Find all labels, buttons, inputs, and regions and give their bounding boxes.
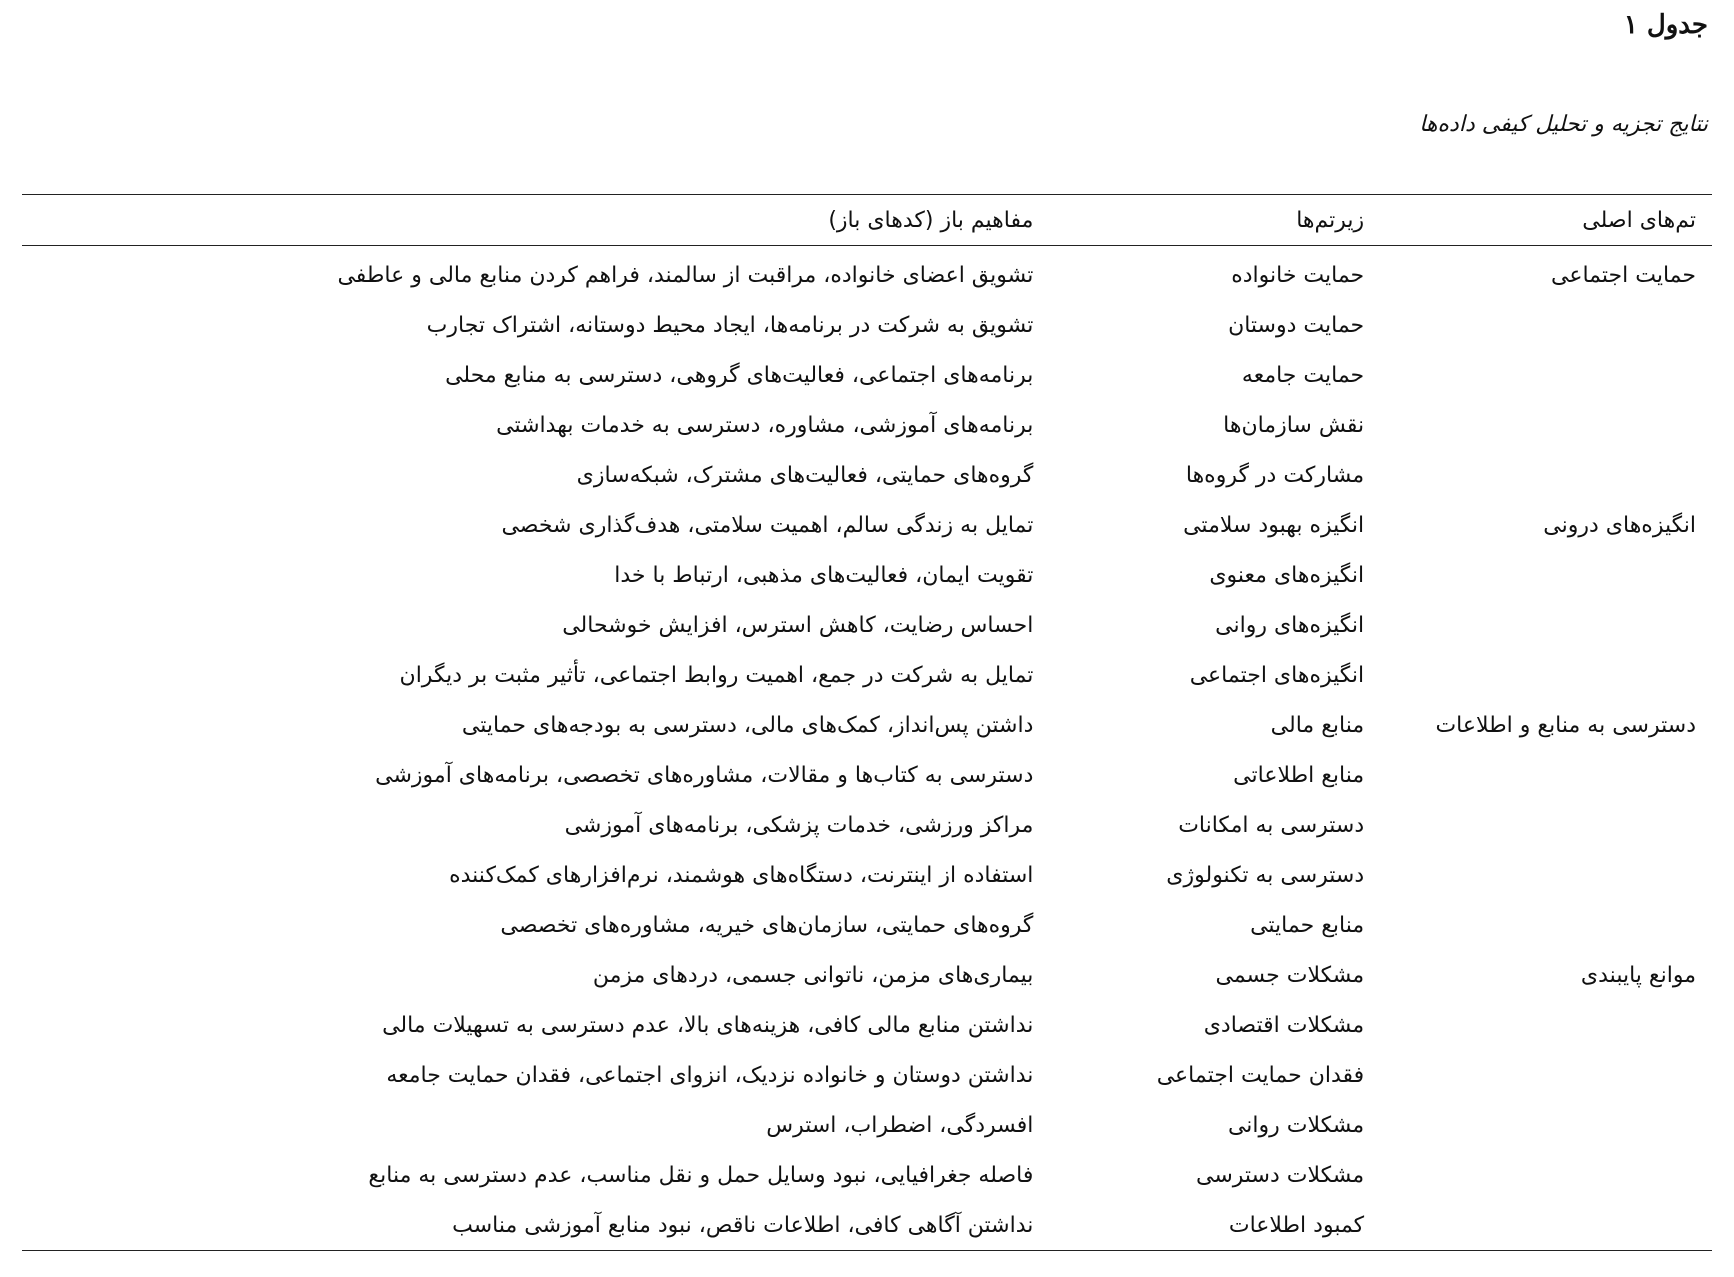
table-row bbox=[22, 450, 1712, 500]
table-row bbox=[22, 300, 1712, 350]
cell-codes: مراکز ورزشی، خدمات پزشکی، برنامه‌های آموزشی bbox=[564, 812, 1034, 838]
table-row bbox=[22, 650, 1712, 700]
table-row bbox=[22, 500, 1712, 550]
cell-theme bbox=[1364, 800, 1712, 850]
table-row bbox=[22, 1100, 1712, 1150]
cell-subtheme: مشکلات جسمی bbox=[1215, 962, 1365, 988]
cell-codes: تمایل به زندگی سالم، اهمیت سلامتی، هدف‌گذاری شخصی bbox=[501, 512, 1034, 538]
cell-codes: احساس رضایت، کاهش استرس، افزایش خوشحالی bbox=[562, 612, 1034, 638]
cell-subtheme: دسترسی به امکانات bbox=[1178, 812, 1365, 838]
cell-codes: تشویق به شرکت در برنامه‌ها، ایجاد محیط دوستانه، اشتراک تجارب bbox=[426, 312, 1034, 338]
cell-subtheme: کمبود اطلاعات bbox=[1228, 1212, 1365, 1238]
cell-codes: گروه‌های حمایتی، فعالیت‌های مشترک، شبکه‌سازی bbox=[576, 462, 1034, 488]
table-row bbox=[22, 800, 1712, 850]
table-row bbox=[22, 1050, 1712, 1100]
table-caption: نتایج تجزیه و تحلیل کیفی داده‌ها bbox=[1419, 112, 1708, 137]
cell-theme bbox=[1364, 750, 1712, 800]
cell-subtheme: فقدان حمایت اجتماعی bbox=[1156, 1062, 1365, 1088]
header-codes: مفاهیم باز (کدهای باز) bbox=[828, 207, 1034, 233]
table-row bbox=[22, 850, 1712, 900]
table-row bbox=[22, 550, 1712, 600]
cell-codes: نداشتن منابع مالی کافی، هزینه‌های بالا، عدم دسترسی به تسهیلات مالی bbox=[382, 1012, 1034, 1038]
cell-subtheme: انگیزه‌های معنوی bbox=[1209, 562, 1365, 588]
cell-subtheme: منابع اطلاعاتی bbox=[1233, 762, 1365, 788]
cell-theme: دسترسی به منابع و اطلاعات bbox=[1435, 712, 1696, 738]
table-row bbox=[22, 350, 1712, 400]
cell-subtheme: حمایت دوستان bbox=[1228, 312, 1365, 338]
cell-codes: بیماری‌های مزمن، ناتوانی جسمی، دردهای مزمن bbox=[592, 962, 1034, 988]
table-row bbox=[22, 1150, 1712, 1200]
cell-theme bbox=[1364, 350, 1712, 400]
cell-theme bbox=[1364, 1150, 1712, 1200]
cell-codes: تشویق اعضای خانواده، مراقبت از سالمند، فراهم کردن منابع مالی و عاطفی bbox=[337, 262, 1034, 288]
cell-subtheme: نقش سازمان‌ها bbox=[1223, 412, 1365, 438]
cell-theme: موانع پایبندی bbox=[1580, 962, 1696, 988]
cell-theme bbox=[1364, 600, 1712, 650]
table-row bbox=[22, 750, 1712, 800]
cell-theme bbox=[1364, 550, 1712, 600]
table-row bbox=[22, 1000, 1712, 1050]
table-title: جدول ۱ bbox=[1623, 10, 1708, 40]
cell-subtheme: دسترسی به تکنولوژی bbox=[1166, 862, 1365, 888]
cell-subtheme: انگیزه‌های اجتماعی bbox=[1189, 662, 1365, 688]
cell-subtheme: منابع مالی bbox=[1270, 712, 1365, 738]
table-row bbox=[22, 1200, 1712, 1251]
cell-subtheme: منابع حمایتی bbox=[1250, 912, 1365, 938]
cell-theme: حمایت اجتماعی bbox=[1551, 262, 1696, 288]
cell-subtheme: مشکلات دسترسی bbox=[1195, 1162, 1365, 1188]
cell-theme bbox=[1364, 400, 1712, 450]
cell-codes: افسردگی، اضطراب، استرس bbox=[766, 1112, 1034, 1138]
cell-theme bbox=[1364, 450, 1712, 500]
cell-theme bbox=[1364, 1000, 1712, 1050]
cell-subtheme: حمایت جامعه bbox=[1241, 362, 1365, 388]
cell-theme bbox=[1364, 1100, 1712, 1150]
header-theme: تم‌های اصلی bbox=[1582, 207, 1696, 233]
cell-subtheme: مشکلات روانی bbox=[1227, 1112, 1365, 1138]
cell-codes: استفاده از اینترنت، دستگاه‌های هوشمند، نرم‌افزارهای کمک‌کننده bbox=[449, 862, 1034, 888]
header-subtheme: زیرتم‌ها bbox=[1296, 207, 1365, 233]
table-row bbox=[22, 246, 1712, 301]
cell-codes: برنامه‌های اجتماعی، فعالیت‌های گروهی، دسترسی به منابع محلی bbox=[445, 362, 1034, 388]
cell-theme: انگیزه‌های درونی bbox=[1543, 512, 1696, 538]
table-row bbox=[22, 900, 1712, 950]
cell-theme bbox=[1364, 300, 1712, 350]
cell-subtheme: انگیزه بهبود سلامتی bbox=[1183, 512, 1365, 538]
results-table bbox=[22, 194, 1712, 1251]
cell-theme bbox=[1364, 850, 1712, 900]
cell-codes: دسترسی به کتاب‌ها و مقالات، مشاوره‌های تخصصی، برنامه‌های آموزشی bbox=[375, 762, 1034, 788]
cell-codes: نداشتن دوستان و خانواده نزدیک، انزوای اجتماعی، فقدان حمایت جامعه bbox=[386, 1062, 1034, 1088]
cell-subtheme: حمایت خانواده bbox=[1231, 262, 1365, 288]
table-row bbox=[22, 400, 1712, 450]
cell-codes: داشتن پس‌انداز، کمک‌های مالی، دسترسی به بودجه‌های حمایتی bbox=[461, 712, 1034, 738]
cell-codes: نداشتن آگاهی کافی، اطلاعات ناقص، نبود منابع آموزشی مناسب bbox=[452, 1212, 1034, 1238]
cell-subtheme: انگیزه‌های روانی bbox=[1215, 612, 1365, 638]
cell-theme bbox=[1364, 650, 1712, 700]
cell-subtheme: مشارکت در گروه‌ها bbox=[1185, 462, 1365, 488]
cell-theme bbox=[1364, 1200, 1712, 1251]
table-row bbox=[22, 700, 1712, 750]
cell-subtheme: مشکلات اقتصادی bbox=[1203, 1012, 1365, 1038]
cell-codes: برنامه‌های آموزشی، مشاوره، دسترسی به خدمات بهداشتی bbox=[496, 412, 1034, 438]
table-row bbox=[22, 600, 1712, 650]
cell-theme bbox=[1364, 1050, 1712, 1100]
cell-codes: تقویت ایمان، فعالیت‌های مذهبی، ارتباط با خدا bbox=[614, 562, 1034, 588]
table-row bbox=[22, 950, 1712, 1000]
cell-codes: تمایل به شرکت در جمع، اهمیت روابط اجتماعی، تأثیر مثبت بر دیگران bbox=[399, 662, 1034, 688]
cell-codes: فاصله جغرافیایی، نبود وسایل حمل و نقل مناسب، عدم دسترسی به منابع bbox=[368, 1162, 1034, 1188]
cell-theme bbox=[1364, 900, 1712, 950]
table-header-row bbox=[22, 195, 1712, 246]
table-body bbox=[22, 246, 1712, 1251]
cell-codes: گروه‌های حمایتی، سازمان‌های خیریه، مشاوره‌های تخصصی bbox=[500, 912, 1034, 938]
